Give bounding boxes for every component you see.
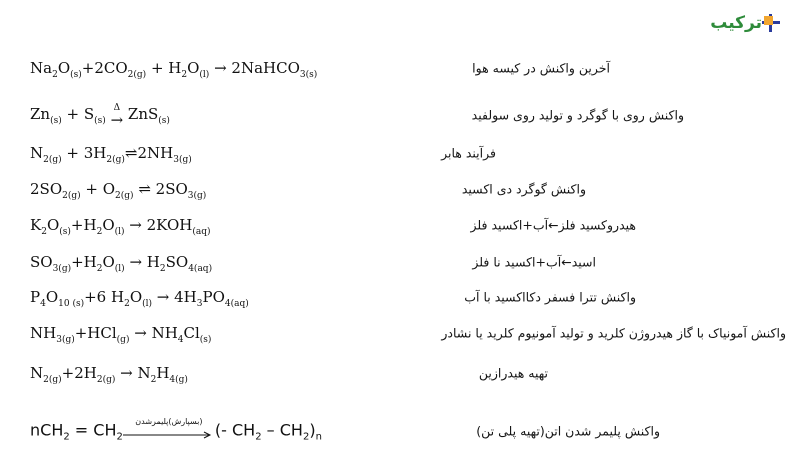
- description-zinc-sulfide: واکنش روی با گوگرد و تولید روی سولفید: [471, 107, 684, 123]
- equation-zinc-sulfide: $Zn_{(s)} + S_{(s)}$ Δ → ZnS$_{(s)}$: [30, 103, 170, 129]
- description-polymerization: واکنش پلیمر شدن اتن(تهیه پلی تن): [476, 423, 660, 439]
- equation-sulfur-dioxide: $2SO_{2(g)} + O_{2(g)}$ ⇌ $2SO_{3(g)}$: [30, 180, 207, 201]
- heat-arrow: Δ →: [110, 103, 124, 129]
- description-nonmetal-oxide: اسید←آب+اکسید نا فلز: [472, 254, 596, 270]
- polymerization-arrow: (بسپارش)پلیمرشدن: [123, 419, 215, 443]
- plus-square-icon: [762, 14, 780, 32]
- description-airbag: آخرین واکنش در کیسه هوا: [472, 60, 610, 76]
- reaction-row: [0, 318, 794, 348]
- description-sulfur-dioxide: واکنش گوگرد دی اکسید: [461, 181, 586, 197]
- equation-metal-oxide: $K_2O_{(s)}+H_2O_{(l)} \to 2KOH_{(aq)}$: [30, 216, 211, 237]
- description-metal-oxide: هیدروکسید فلز←آب+اکسید فلز: [470, 217, 636, 233]
- reaction-row: [0, 358, 794, 388]
- reaction-row: [0, 247, 794, 277]
- equation-polymerization: $nCH_2 = CH_2$ (بسپارش)پلیمرشدن (- $CH_2 - CH_2)_n$: [30, 417, 322, 443]
- section-title: [704, 10, 780, 36]
- reaction-row: [0, 282, 794, 312]
- description-haber: فرآیند هابر: [441, 145, 496, 161]
- equation-tetraphosphorus: $P_4O_{10 (s)}+6$ $H_2O_{(l)} \to 4H_3PO_{4(aq)}$: [30, 288, 249, 309]
- reaction-row: [0, 100, 794, 130]
- reaction-row: [0, 210, 794, 240]
- reaction-row: [0, 53, 794, 83]
- equation-haber: $N_{2(g)}$ + $3H_{2(g)}\rightleftharpoons 2NH_{3(g)}$: [30, 144, 192, 165]
- equation-hydrazine: $N_{2(g)}+2H_{2(g)} \to N_2H_{4(g)}$: [30, 364, 188, 385]
- section-title-text: ترکیب: [710, 13, 762, 33]
- description-hydrazine: تهیه هیدرازین: [478, 365, 548, 381]
- description-ammonia: واکنش آمونیاک با گاز هیدروژن کلرید و تولید آمونیوم کلرید یا نشادر: [441, 325, 786, 341]
- equation-ammonia: $NH_{3(g)}+HCl_{(g)} \to NH_4Cl_{(s)}$: [30, 324, 212, 345]
- description-tetraphosphorus: واکنش تترا فسفر دکااکسید با آب: [464, 289, 636, 305]
- equation-nonmetal-oxide: $SO_{3(g)}+H_2O_{(l)} \to H_2SO_{4(aq)}$: [30, 253, 213, 274]
- reaction-row: [0, 138, 794, 168]
- equation-airbag: $Na_2O_{(s)}+2CO_{2(g)} + H_2O_{(l)}$ → 2NaHCO$_{3(s)}$: [30, 59, 318, 80]
- reaction-row: [0, 174, 794, 204]
- reaction-row: [0, 412, 794, 450]
